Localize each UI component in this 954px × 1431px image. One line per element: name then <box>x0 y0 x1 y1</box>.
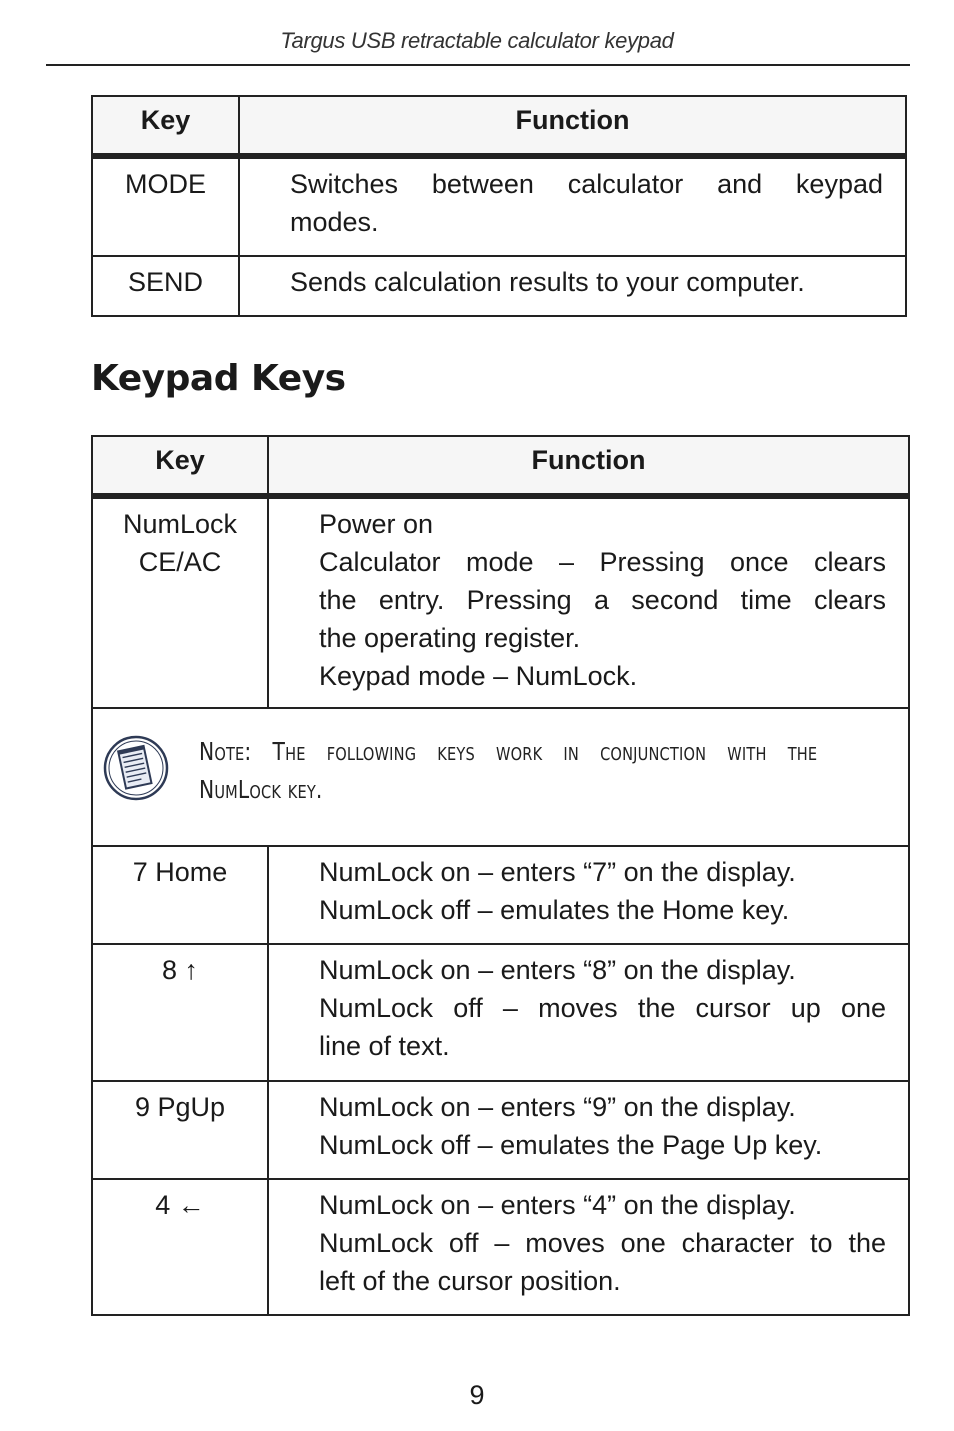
key-cell <box>92 256 239 316</box>
function-line: NumLock off – moves the cursor up one <box>319 993 886 1023</box>
function-line: Power on <box>319 509 434 539</box>
key-cell <box>92 1179 268 1315</box>
note-text <box>199 733 817 809</box>
table-row <box>92 256 906 316</box>
table-row <box>92 496 909 708</box>
function-line: the operating register. <box>319 623 581 653</box>
key-cell <box>92 496 268 708</box>
key-label: 8 <box>161 955 177 985</box>
function-cell <box>268 944 909 1081</box>
function-line: modes. <box>290 207 379 237</box>
function-line: Calculator mode – Pressing once clears <box>319 547 886 577</box>
function-line: NumLock off – emulates the Page Up key. <box>319 1130 823 1160</box>
arrow-left-icon: ← <box>177 1190 205 1220</box>
function-cell <box>268 1179 909 1315</box>
key-cell <box>92 156 239 256</box>
function-cell <box>268 1081 909 1179</box>
table-row <box>92 944 909 1081</box>
key-label: SEND <box>127 267 203 297</box>
table-header-row <box>92 96 906 156</box>
function-line: Keypad mode – NumLock. <box>319 661 638 691</box>
note <box>103 733 886 809</box>
header-rule <box>46 64 910 66</box>
function-line: line of text. <box>319 1031 450 1061</box>
function-line: Sends calculation results to your computer. <box>290 267 805 297</box>
column-header-key: Key <box>92 96 239 156</box>
running-header: Targus USB retractable calculator keypad <box>280 28 674 53</box>
table-row <box>92 846 909 944</box>
key-label: MODE <box>125 169 206 199</box>
key-label: 4 <box>155 1190 171 1220</box>
column-header-function: Function <box>239 96 906 156</box>
function-line: the entry. Pressing a second time clears <box>319 585 886 615</box>
function-cell <box>239 256 906 316</box>
section-title: Keypad Keys <box>91 358 346 399</box>
key-label: NumLock <box>122 509 238 539</box>
key-cell <box>92 944 268 1081</box>
mode-send-table <box>91 95 907 317</box>
note-cell <box>92 708 909 846</box>
function-line: NumLock on – enters “9” on the display. <box>319 1092 796 1122</box>
arrow-up-icon: ↑ <box>184 955 199 985</box>
function-line: NumLock on – enters “7” on the display. <box>319 857 796 887</box>
function-line: NumLock off – moves one character to the <box>319 1228 886 1258</box>
column-header-key: Key <box>92 436 268 496</box>
note-line: NumLock key. <box>199 775 323 804</box>
key-label: 7 <box>132 857 148 887</box>
function-line: NumLock off – emulates the Home key. <box>319 895 790 925</box>
column-header-function: Function <box>268 436 909 496</box>
page-number: 9 <box>469 1380 485 1410</box>
note-row <box>92 708 909 846</box>
function-line: Switches between calculator and keypad <box>290 169 883 199</box>
note-pad-icon <box>103 735 169 801</box>
key-cell <box>92 846 268 944</box>
key-label: PgUp <box>157 1092 226 1122</box>
function-line: NumLock on – enters “4” on the display. <box>319 1190 796 1220</box>
note-line: Note: The following keys work in conjunction with the <box>199 737 818 766</box>
function-cell <box>239 156 906 256</box>
function-cell <box>268 846 909 944</box>
table-row <box>92 1081 909 1179</box>
table-row <box>92 156 906 256</box>
function-line: left of the cursor position. <box>319 1266 621 1296</box>
key-label: 9 <box>134 1092 150 1122</box>
key-label: CE/AC <box>138 547 222 577</box>
key-label: Home <box>155 857 228 887</box>
function-line: NumLock on – enters “8” on the display. <box>319 955 796 985</box>
key-cell <box>92 1081 268 1179</box>
function-cell <box>268 496 909 708</box>
keypad-keys-table <box>91 435 910 1316</box>
table-row <box>92 1179 909 1315</box>
table-header-row <box>92 436 909 496</box>
